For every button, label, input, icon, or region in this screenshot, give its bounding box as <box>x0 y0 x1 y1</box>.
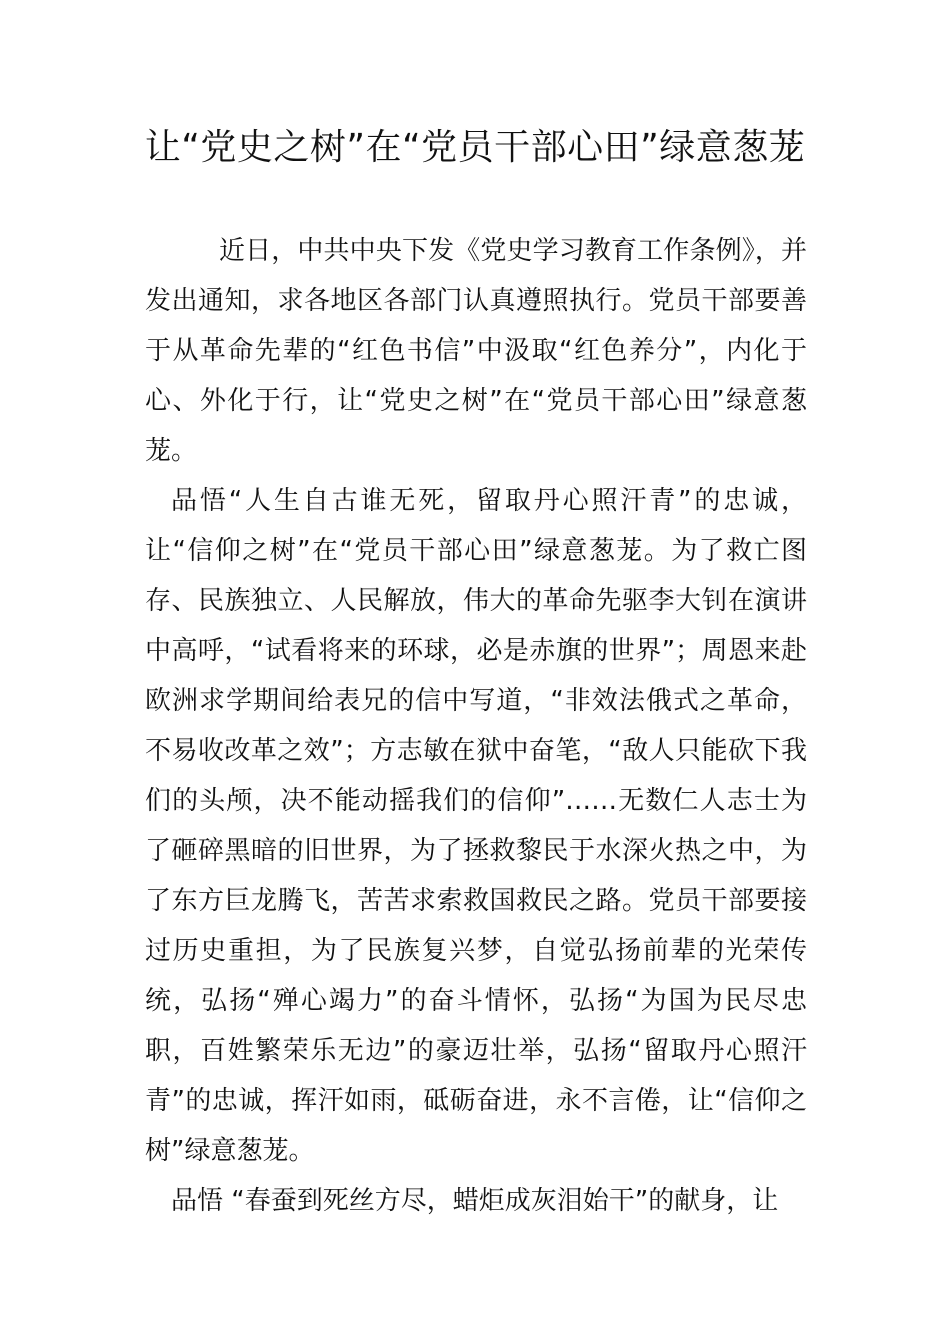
document-title: 让“党史之树”在“党员干部心田”绿意葱茏 <box>144 127 806 168</box>
paragraph-dedication: 品悟 “春蚕到死丝方尽，蜡炬成灰泪始干”的献身，让 <box>171 1186 779 1216</box>
paragraph-intro: 近日，中共中央下发《党史学习教育工作条例》，并发出通知，求各地区各部门认真遵照执行。党员干部要善于从革命先辈的“红色书信”中汲取“红色养分”，内化于心、外化于行，让“党史之树”在“党员干部心田”绿意葱茏。 <box>145 236 807 466</box>
paragraph-faith: 品悟“人生自古谁无死，留取丹心照汗青”的忠诚，让“信仰之树”在“党员干部心田”绿意葱茏。为了救亡图存、民族独立、人民解放，伟大的革命先驱李大钊在演讲中高呼，“试看将来的环球，必是赤旗的世界”；周恩来赴欧洲求学期间给表兄的信中写道，“非效法俄式之革命，不易收改革之效”；方志敏在狱中奋笔，“敌人只能砍下我们的头颅，决不能动摇我们的信仰”……无数仁人志士为了砸碎黑暗的旧世界，为了拯救黎民于水深火热之中，为了东方巨龙腾飞，苦苦求索救国救民之路。党员干部要接过历史重担，为了民族复兴梦，自觉弘扬前辈的光荣传统，弘扬“殚心竭力”的奋斗情怀，弘扬“为国为民尽忠职，百姓繁荣乐无边”的豪迈壮举，弘扬“留取丹心照汗青”的忠诚，挥汗如雨，砥砺奋进，永不言倦，让“信仰之树”绿意葱茏。 <box>145 486 807 1166</box>
document-body <box>145 226 807 1226</box>
